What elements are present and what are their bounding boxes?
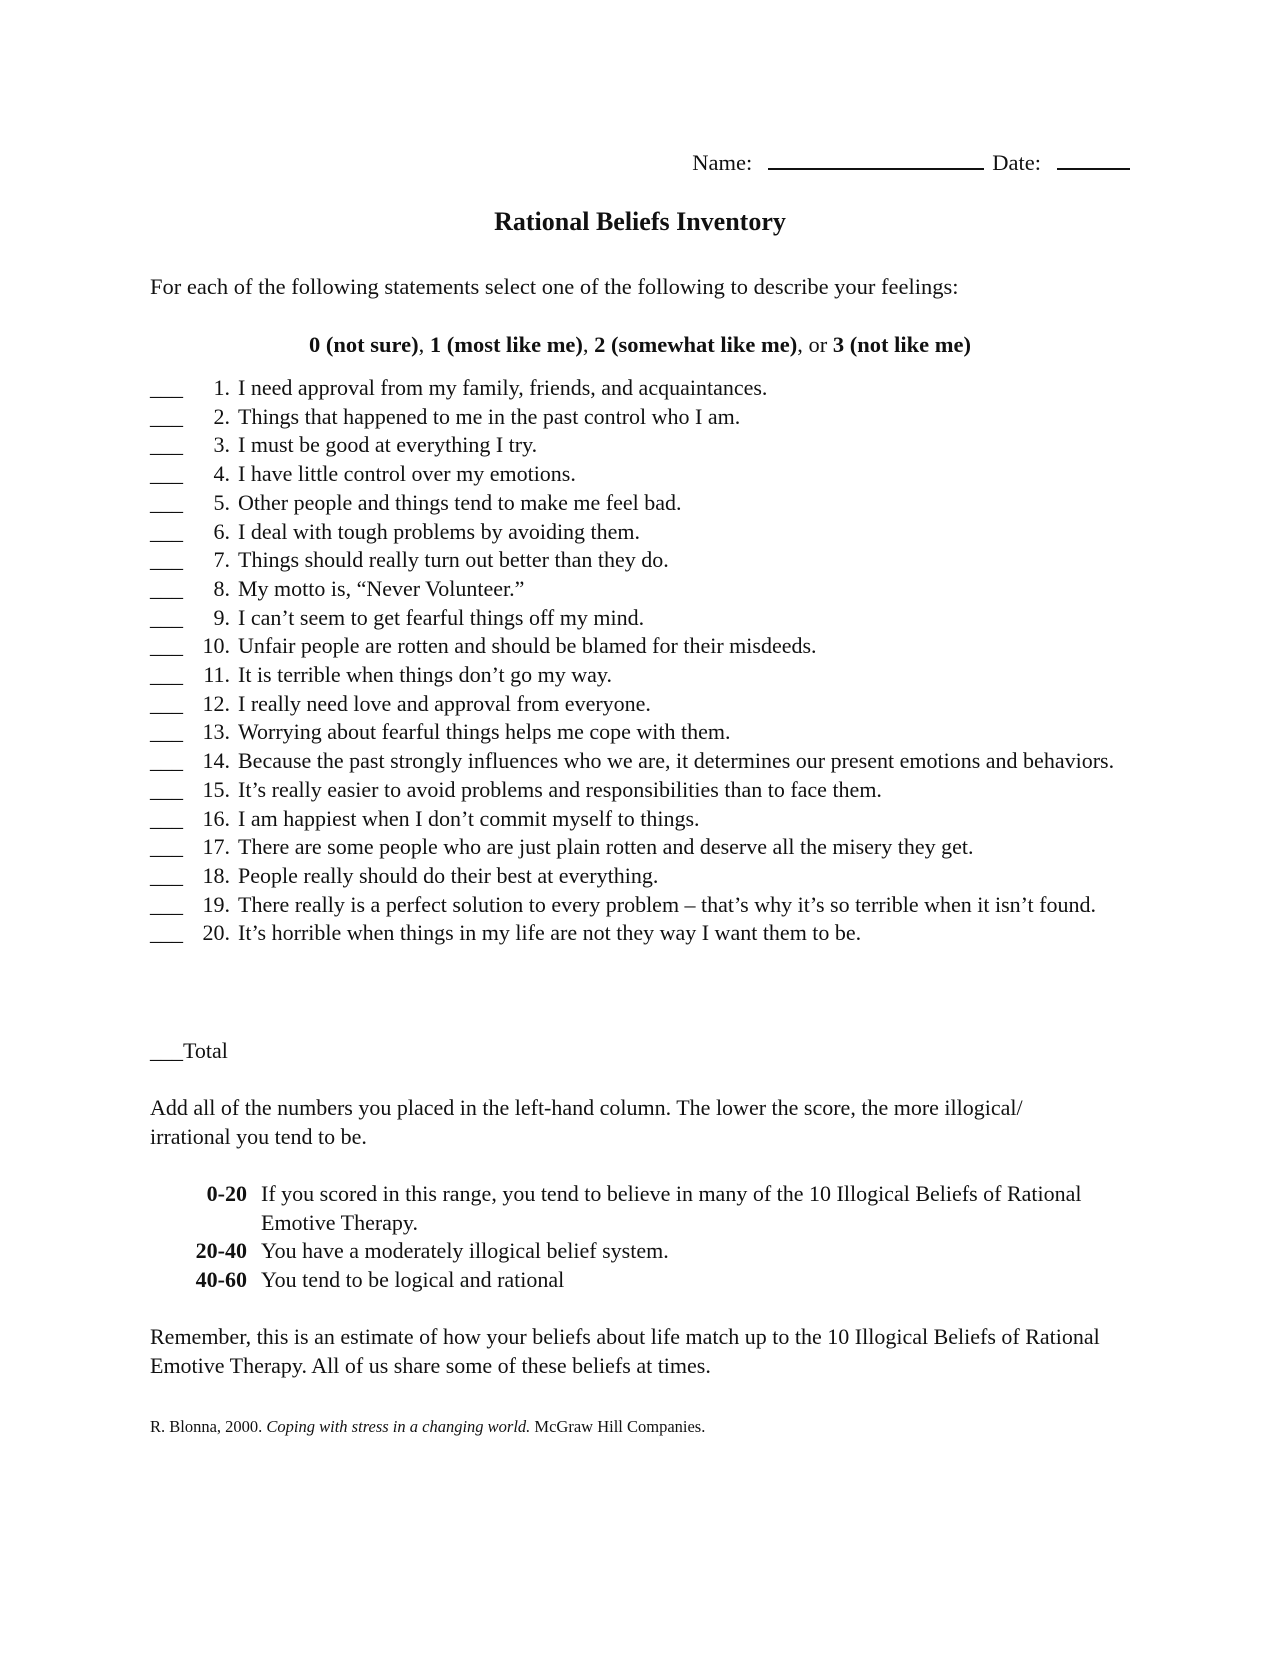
score-range-row	[150, 1266, 1110, 1295]
total-label: Total	[183, 1038, 228, 1063]
statement-item	[150, 747, 1120, 776]
statement-number: 5.	[213, 489, 230, 515]
statement-text: I deal with tough problems by avoiding them.	[238, 518, 641, 544]
intro-text: For each of the following statements select one of the following to describe your feelings:	[150, 274, 959, 299]
statement-number: 12.	[202, 690, 230, 716]
score-range-row	[150, 1237, 1110, 1266]
statement-text: Things that happened to me in the past control who I am.	[238, 403, 741, 429]
statement-text: I have little control over my emotions.	[238, 461, 576, 487]
statement-number: 19.	[202, 891, 230, 917]
statement-item	[150, 575, 1120, 604]
statement-item	[150, 546, 1120, 575]
statement-text: People really should do their best at everything.	[238, 862, 659, 888]
statement-text: It’s really easier to avoid problems and responsibilities than to face them.	[238, 776, 882, 802]
statement-item	[150, 891, 1120, 920]
statement-text: I can’t seem to get fearful things off my mind.	[238, 604, 645, 630]
statement-number: 9.	[213, 604, 230, 630]
statement-item	[150, 919, 1120, 948]
statement-item	[150, 661, 1120, 690]
statement-number: 17.	[202, 834, 230, 860]
answer-blank[interactable]: ___	[150, 920, 183, 946]
statement-number: 4.	[213, 461, 230, 487]
statement-text: Because the past strongly influences who we are, it determines our present emotions and behaviors.	[238, 748, 1115, 774]
score-range-label: 0-20	[206, 1181, 247, 1206]
statement-item	[150, 862, 1120, 891]
statement-item	[150, 518, 1120, 547]
statement-text: Unfair people are rotten and should be blamed for their misdeeds.	[238, 633, 817, 659]
answer-blank[interactable]: ___	[150, 834, 183, 860]
statement-number: 14.	[202, 748, 230, 774]
statement-number: 8.	[213, 575, 230, 601]
scale-separator: ,	[582, 332, 595, 357]
score-range-label: 40-60	[195, 1267, 247, 1293]
answer-blank[interactable]: ___	[150, 805, 183, 831]
statement-item	[150, 431, 1120, 460]
statement-number: 16.	[202, 805, 230, 831]
rating-scale	[0, 331, 1280, 360]
scale-option-1: 1 (most like me)	[429, 332, 583, 357]
statement-text: It is terrible when things don’t go my way.	[238, 662, 612, 688]
answer-blank[interactable]: ___	[150, 662, 183, 688]
citation-book-title: Coping with stress in a changing world.	[266, 1417, 531, 1436]
statement-number: 15.	[202, 776, 230, 802]
date-blank[interactable]	[1057, 148, 1130, 170]
statement-number: 2.	[213, 403, 230, 429]
statement-item	[150, 805, 1120, 834]
statement-text: I need approval from my family, friends, and acquaintances.	[238, 375, 768, 400]
statement-text: I am happiest when I don’t commit myself to things.	[238, 805, 700, 831]
statement-item	[150, 489, 1120, 518]
total-line	[150, 1037, 228, 1066]
answer-blank[interactable]: ___	[150, 375, 183, 400]
citation	[150, 1413, 705, 1442]
score-range-label: 20-40	[195, 1238, 247, 1264]
scale-or: , or	[797, 332, 833, 357]
statement-item	[150, 604, 1120, 633]
statement-text: Other people and things tend to make me feel bad.	[238, 489, 682, 515]
answer-blank[interactable]: ___	[150, 690, 183, 716]
answer-blank[interactable]: ___	[150, 719, 183, 745]
answer-blank[interactable]: ___	[150, 461, 183, 487]
statement-text: I must be good at everything I try.	[238, 432, 538, 458]
name-date-header	[692, 148, 1130, 178]
statement-text: It’s horrible when things in my life are not they way I want them to be.	[238, 920, 862, 946]
scale-option-0: 0 (not sure)	[309, 332, 419, 357]
statement-item	[150, 403, 1120, 432]
statement-item	[150, 460, 1120, 489]
scale-option-2: 2 (somewhat like me)	[594, 332, 798, 357]
name-label: Name:	[692, 150, 753, 175]
statement-item	[150, 374, 1120, 403]
citation-publisher: McGraw Hill Companies.	[530, 1417, 706, 1436]
statement-text: There really is a perfect solution to every problem – that’s why it’s so terrible when it isn’t found.	[238, 891, 1096, 917]
score-range-text: If you scored in this range, you tend to believe in many of the 10 Illogical Beliefs of Rational Emotive Therapy.	[261, 1181, 1082, 1235]
scale-option-3: 3 (not like me)	[832, 332, 971, 357]
statement-number: 18.	[202, 862, 230, 888]
answer-blank[interactable]: ___	[150, 891, 183, 917]
statement-text: Worrying about fearful things helps me cope with them.	[238, 719, 731, 745]
answer-blank[interactable]: ___	[150, 403, 183, 429]
total-blank[interactable]: ___	[150, 1038, 183, 1063]
statement-item	[150, 776, 1120, 805]
answer-blank[interactable]: ___	[150, 862, 183, 888]
statement-number: 11.	[203, 662, 230, 688]
score-range-text: You have a moderately illogical belief system.	[261, 1238, 669, 1264]
answer-blank[interactable]: ___	[150, 547, 183, 573]
answer-blank[interactable]: ___	[150, 748, 183, 774]
statement-item	[150, 690, 1120, 719]
citation-author: R. Blonna, 2000.	[150, 1417, 267, 1436]
score-range-text: You tend to be logical and rational	[261, 1267, 565, 1293]
scoring-instruction: Add all of the numbers you placed in the left-hand column. The lower the score, the more illogical/ irrational you tend to be.	[150, 1095, 1023, 1149]
statement-number: 6.	[213, 518, 230, 544]
answer-blank[interactable]: ___	[150, 432, 183, 458]
statement-item	[150, 632, 1120, 661]
statement-text: Things should really turn out better than they do.	[238, 547, 669, 573]
page-title: Rational Beliefs Inventory	[494, 207, 786, 236]
statement-number: 7.	[213, 547, 230, 573]
statement-number: 3.	[213, 432, 230, 458]
answer-blank[interactable]: ___	[150, 633, 183, 659]
answer-blank[interactable]: ___	[150, 575, 183, 601]
statement-number: 1.	[213, 375, 230, 400]
statement-number: 13.	[202, 719, 230, 745]
statement-item	[150, 718, 1120, 747]
name-blank[interactable]	[768, 148, 984, 170]
statement-item	[150, 833, 1120, 862]
answer-blank[interactable]: ___	[150, 604, 183, 630]
score-range-row	[150, 1180, 1110, 1237]
scale-separator: ,	[418, 332, 430, 357]
remember-note: Remember, this is an estimate of how your beliefs about life match up to the 10 Illogical Beliefs of Rational Emotive Therapy. All of us share some of these beliefs at times.	[150, 1324, 1100, 1378]
statement-number: 10.	[202, 633, 230, 659]
score-ranges	[150, 1180, 1110, 1295]
answer-blank[interactable]: ___	[150, 518, 183, 544]
answer-blank[interactable]: ___	[150, 489, 183, 515]
statement-text: I really need love and approval from everyone.	[238, 690, 651, 716]
statement-number: 20.	[202, 920, 230, 946]
statement-list	[150, 374, 1120, 948]
answer-blank[interactable]: ___	[150, 776, 183, 802]
statement-text: There are some people who are just plain rotten and deserve all the misery they get.	[238, 834, 974, 860]
date-label: Date:	[992, 150, 1041, 175]
statement-text: My motto is, “Never Volunteer.”	[238, 575, 525, 601]
